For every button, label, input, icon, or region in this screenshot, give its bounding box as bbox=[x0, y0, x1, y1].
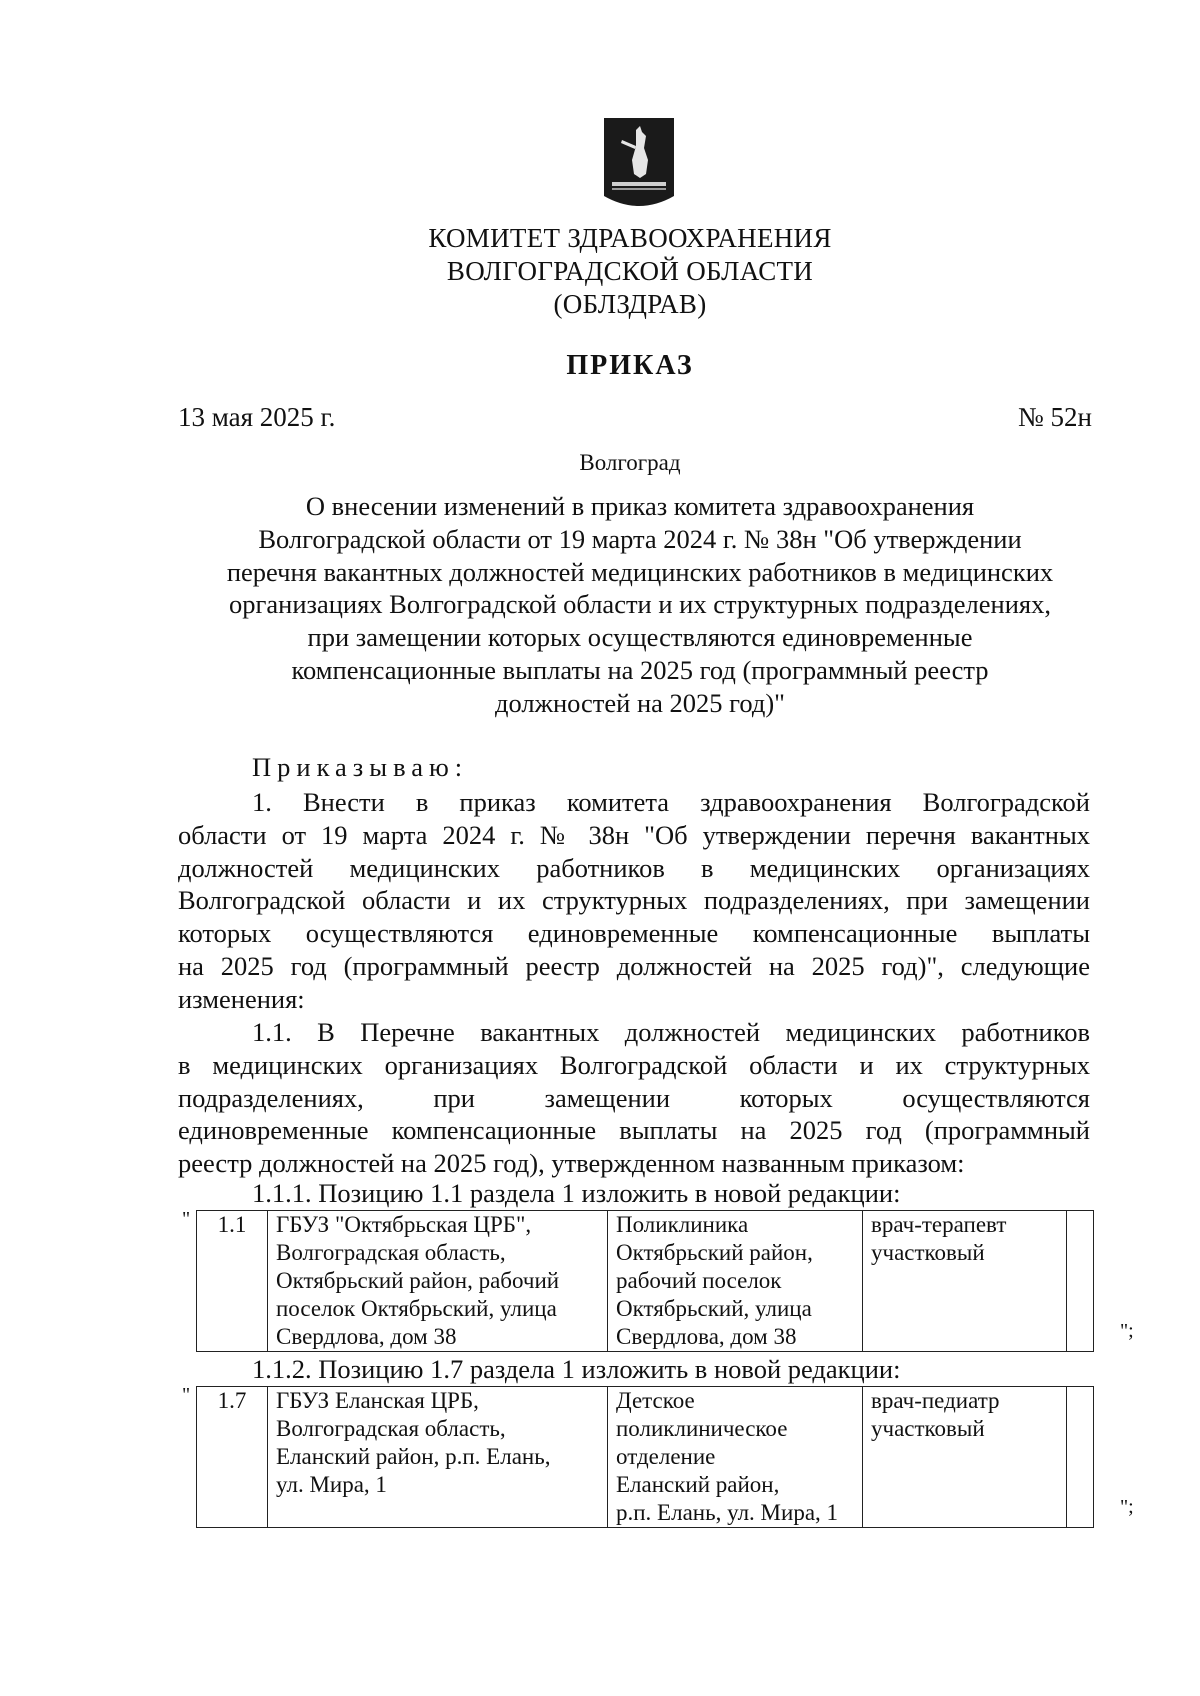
paragraph-line: в медицинских организациях Волгоградской области и их структурных bbox=[178, 1049, 1090, 1080]
coat-of-arms-emblem bbox=[600, 116, 678, 212]
paragraph-item-1-1 bbox=[178, 1016, 1090, 1180]
table-cell-empty bbox=[1067, 1211, 1094, 1352]
paragraph-line: единовременные компенсационные выплаты на 2025 год (программный bbox=[178, 1115, 1090, 1146]
paragraph-item-1-1-1: 1.1.1. Позицию 1.1 раздела 1 изложить в новой редакции: bbox=[252, 1178, 901, 1208]
table-cell-unit: Детское поликлиническое отделение Еланский район, р.п. Елань, ул. Мира, 1 bbox=[608, 1387, 863, 1528]
document-number: № 52н bbox=[1018, 402, 1092, 432]
paragraph-item-1-1-2: 1.1.2. Позицию 1.7 раздела 1 изложить в новой редакции: bbox=[252, 1354, 901, 1384]
document-city: Волгоград bbox=[579, 450, 681, 475]
paragraph-item-1 bbox=[178, 786, 1090, 1016]
table-cell-number: 1.1 bbox=[197, 1211, 268, 1352]
quote-close: "; bbox=[1120, 1320, 1134, 1342]
paragraph-line: изменения: bbox=[178, 983, 305, 1014]
table-cell-position: врач-терапевт участковый bbox=[863, 1211, 1067, 1352]
table-cell-position: врач-педиатр участковый bbox=[863, 1387, 1067, 1528]
subject-line: при замещении которых осуществляются единовременные bbox=[307, 622, 973, 653]
subject-line: компенсационные выплаты на 2025 год (программный реестр bbox=[291, 654, 989, 685]
position-table bbox=[196, 1386, 1094, 1528]
org-name-line-3: (ОБЛЗДРАВ) bbox=[553, 289, 707, 319]
paragraph-line: 1.1. В Перечне вакантных должностей медицинских работников bbox=[252, 1017, 1090, 1047]
paragraph-line: Волгоградской области и их структурных подразделениях, при замещении bbox=[178, 885, 1090, 916]
subject-line: организациях Волгоградской области и их структурных подразделениях, bbox=[229, 589, 1051, 620]
paragraph-line: области от 19 марта 2024 г. № 38н "Об утверждении перечня вакантных bbox=[178, 819, 1090, 850]
document-date: 13 мая 2025 г. bbox=[178, 402, 336, 432]
paragraph-line: подразделениях, при замещении которых осуществляются bbox=[178, 1082, 1090, 1113]
org-name-line-1: КОМИТЕТ ЗДРАВООХРАНЕНИЯ bbox=[428, 223, 832, 253]
quote-close: "; bbox=[1120, 1496, 1134, 1518]
table-cell-organization: ГБУЗ Еланская ЦРБ, Волгоградская область, Еланский район, р.п. Елань, ул. Мира, 1 bbox=[268, 1387, 608, 1528]
table-cell-unit: Поликлиника Октябрьский район, рабочий поселок Октябрьский, улица Свердлова, дом 38 bbox=[608, 1211, 863, 1352]
paragraph-line: 1. Внести в приказ комитета здравоохранения Волгоградской bbox=[252, 787, 1090, 817]
table-cell-empty bbox=[1067, 1387, 1094, 1528]
subject-line: должностей на 2025 год)" bbox=[495, 687, 785, 718]
document-subject bbox=[180, 490, 1100, 720]
table-cell-number: 1.7 bbox=[197, 1387, 268, 1528]
paragraph-line: которых осуществляются единовременные компенсационные выплаты bbox=[178, 918, 1090, 949]
quote-open: " bbox=[182, 1208, 191, 1230]
document-title: ПРИКАЗ bbox=[566, 350, 694, 381]
subject-line: О внесении изменений в приказ комитета здравоохранения bbox=[305, 491, 975, 521]
paragraph-line: реестр должностей на 2025 год), утвержденном названным приказом: bbox=[178, 1148, 965, 1179]
paragraph-line: на 2025 год (программный реестр должностей на 2025 год)", следующие bbox=[178, 950, 1090, 981]
table-row bbox=[197, 1211, 1094, 1352]
paragraph-line: должностей медицинских работников в медицинских организациях bbox=[178, 852, 1090, 883]
quote-open: " bbox=[182, 1384, 191, 1406]
table-cell-organization: ГБУЗ "Октябрьская ЦРБ", Волгоградская область, Октябрьский район, рабочий поселок Октябрьский, улица Свердлова, дом 38 bbox=[268, 1211, 608, 1352]
subject-line: перечня вакантных должностей медицинских работников в медицинских bbox=[226, 556, 1054, 587]
order-directive: Приказываю: bbox=[252, 752, 469, 782]
subject-line: Волгоградской области от 19 марта 2024 г. № 38н "Об утверждении bbox=[258, 523, 1022, 554]
position-table bbox=[196, 1210, 1094, 1352]
org-name-line-2: ВОЛГОГРАДСКОЙ ОБЛАСТИ bbox=[446, 256, 814, 286]
table-row bbox=[197, 1387, 1094, 1528]
